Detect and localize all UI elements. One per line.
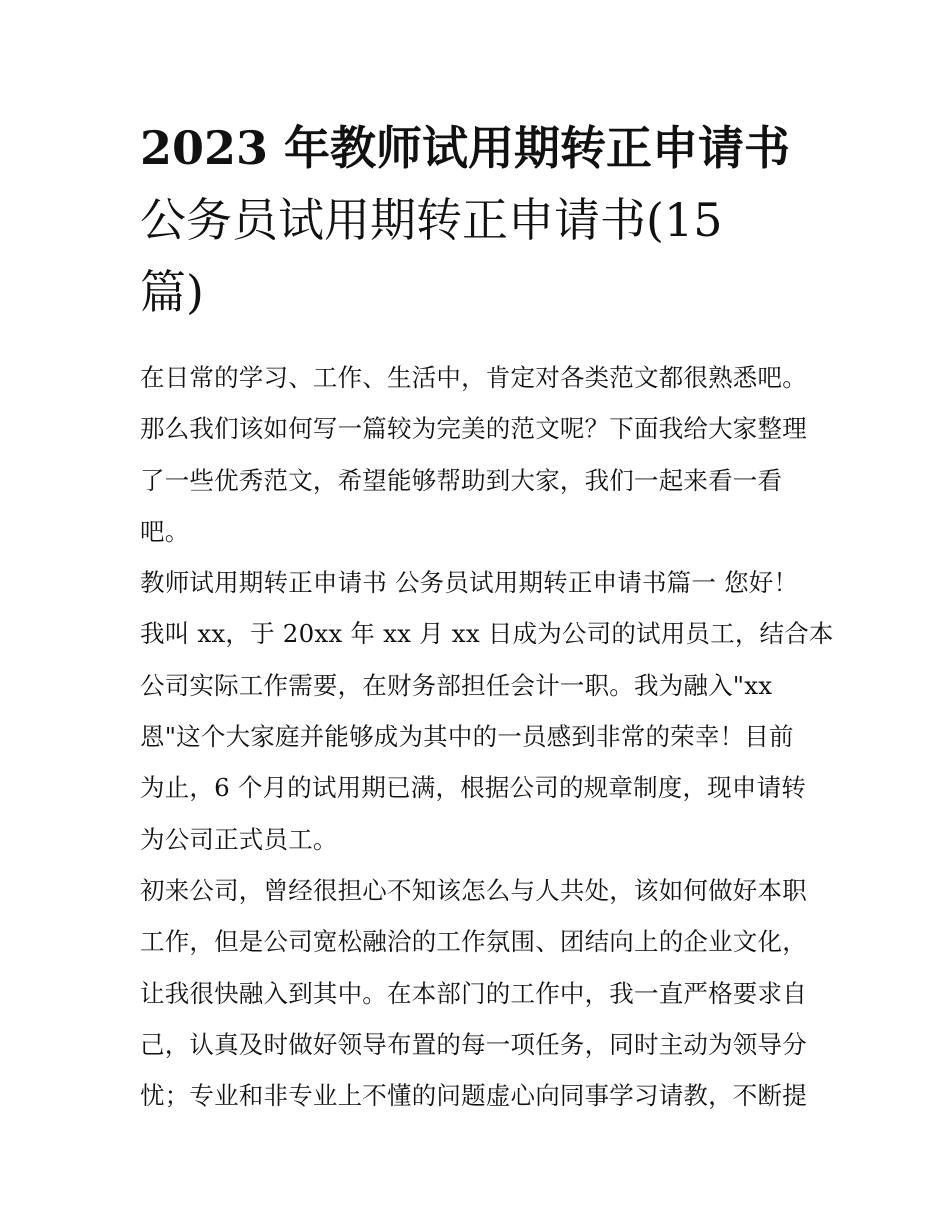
body-line: 那么我们该如何写一篇较为完美的范文呢？下面我给大家整理 xyxy=(140,414,807,444)
body-line: 吧。 xyxy=(140,516,190,546)
body-line: 公司实际工作需要，在财务部担任会计一职。我为融入"xx xyxy=(140,670,773,700)
title-line-3: 篇) xyxy=(140,265,204,319)
document-body xyxy=(140,352,834,1121)
body-line: 忧；专业和非专业上不懂的问题虚心向同事学习请教，不断提 xyxy=(140,1081,807,1111)
body-line: 初来公司，曾经很担心不知该怎么与人共处，该如何做好本职 xyxy=(140,875,807,905)
body-line: 己，认真及时做好领导布置的每一项任务，同时主动为领导分 xyxy=(140,1029,807,1059)
body-line: 我叫 xx，于 20xx 年 xx 月 xx 日成为公司的试用员工，结合本 xyxy=(140,619,834,649)
body-line: 工作，但是公司宽松融洽的工作氛围、团结向上的企业文化， xyxy=(140,927,807,957)
body-line: 教师试用期转正申请书 公务员试用期转正申请书篇一 您好！ xyxy=(140,568,799,598)
body-line: 了一些优秀范文，希望能够帮助到大家，我们一起来看一看 xyxy=(140,465,783,495)
body-line: 在日常的学习、工作、生活中，肯定对各类范文都很熟悉吧。 xyxy=(140,363,807,392)
title-line-2: 公务员试用期转正申请书(15 xyxy=(140,193,723,247)
body-line: 让我很快融入到其中。在本部门的工作中，我一直严格要求自 xyxy=(140,978,807,1008)
document-title xyxy=(140,112,830,328)
body-line: 为止，6 个月的试用期已满，根据公司的规章制度，现申请转 xyxy=(140,773,806,803)
title-line-1: 2023 年教师试用期转正申请书 xyxy=(140,121,791,175)
body-line: 恩"这个大家庭并能够成为其中的一员感到非常的荣幸！目前 xyxy=(140,722,794,752)
body-line: 为公司正式员工。 xyxy=(140,824,338,854)
